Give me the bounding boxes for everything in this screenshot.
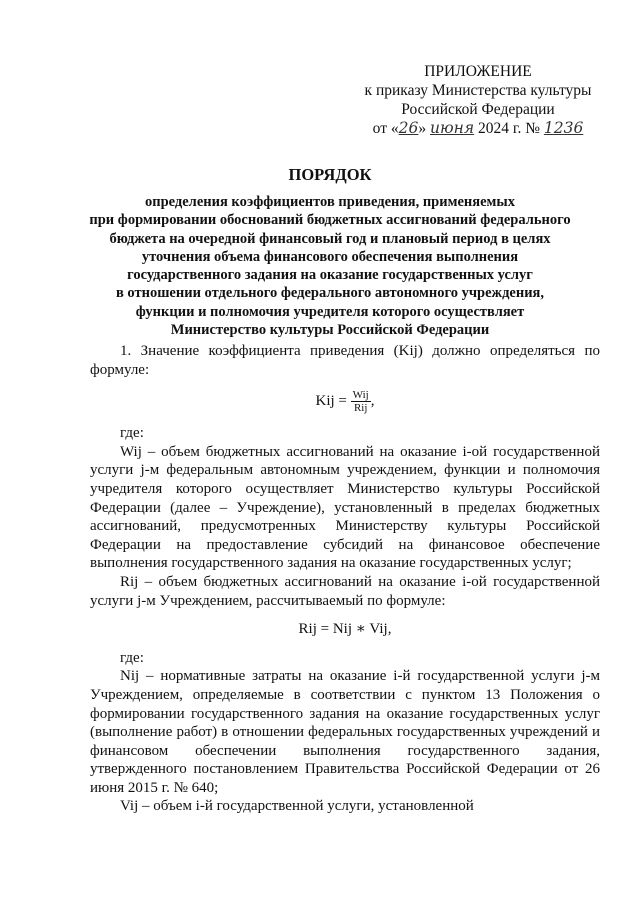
appendix-title: ПРИЛОЖЕНИЕ (424, 63, 532, 80)
date-mid: » (418, 120, 427, 137)
paragraph-w: Wij – объем бюджетных ассигнований на оказание i-ой государственной услуги j-м федеральным автономным учреждением, функции и полномочия учредителя которого осуществляет Министерство культуры Российской Федерации (далее – Учреждение), установленный в пределах бюджетных ассигнований, предусмотренных Министерству культуры Российской Федерации на предоставление субсидий на финансовое обеспечение выполнения государственного задания на оказание государственных услуг; (90, 443, 600, 572)
paragraph-1: 1. Значение коэффициента приведения (Kij) должно определяться по формуле: (90, 343, 600, 378)
appendix-dateline (358, 119, 598, 138)
formula-k-numerator: Wij (352, 389, 369, 402)
appendix-header (358, 62, 598, 138)
order-number: 1236 (543, 119, 584, 137)
document-body (90, 342, 600, 815)
subtitle-line: функции и полномочия учредителя которого осуществляет (135, 303, 525, 320)
subtitle-line: при формировании обоснований бюджетных ассигнований федерального (89, 212, 571, 229)
subtitle-line: уточнения объема финансового обеспечения выполнения (141, 248, 519, 265)
where-label-2: где: (120, 649, 144, 666)
paragraph-v: Vij – объем i-й государственной услуги, установленной (120, 798, 474, 815)
date-prefix: от « (372, 120, 399, 137)
where-label-1: где: (120, 425, 144, 442)
document-title: ПОРЯДОК (288, 165, 372, 184)
title-block (60, 165, 600, 339)
formula-k (90, 389, 600, 414)
formula-r: Rij = Nij ∗ Vij, (298, 621, 392, 638)
appendix-line-2: Российской Федерации (401, 101, 555, 118)
formula-k-lhs: Kij = (315, 393, 347, 410)
date-year: 2024 г. № (477, 120, 540, 137)
subtitle-line: бюджета на очередной финансовый год и плановый период в целях (109, 230, 551, 247)
date-day: 26 (398, 119, 419, 137)
paragraph-n: Nij – нормативные затраты на оказание i-й государственной услуги j-м Учреждением, определяемые в соответствии с пунктом 13 Положения о формировании государственного задания на оказание государственных услуг (выполнение работ) в отношении федеральных государственных учреждений и финансовом обеспечении выполнения государственного задания, утвержденного постановлением Правительства Российской Федерации от 26 июня 2015 г. № 640; (90, 668, 600, 796)
formula-k-tail: , (370, 393, 375, 410)
date-month: июня (429, 119, 475, 137)
document-subtitle (60, 193, 600, 339)
subtitle-line: Министерство культуры Российской Федерации (170, 322, 490, 339)
subtitle-line: определения коэффициентов приведения, применяемых (145, 194, 515, 210)
subtitle-line: государственного задания на оказание государственных услуг (127, 267, 533, 284)
paragraph-r: Rij – объем бюджетных ассигнований на оказание i-ой государственной услуги j-м Учреждением, рассчитываемый по формуле: (90, 573, 600, 609)
formula-k-denominator: Rij (353, 402, 368, 415)
appendix-line-1: к приказу Министерства культуры (364, 82, 592, 99)
subtitle-line: в отношении отдельного федерального автономного учреждения, (115, 285, 545, 302)
formula-k-fraction (351, 389, 371, 414)
